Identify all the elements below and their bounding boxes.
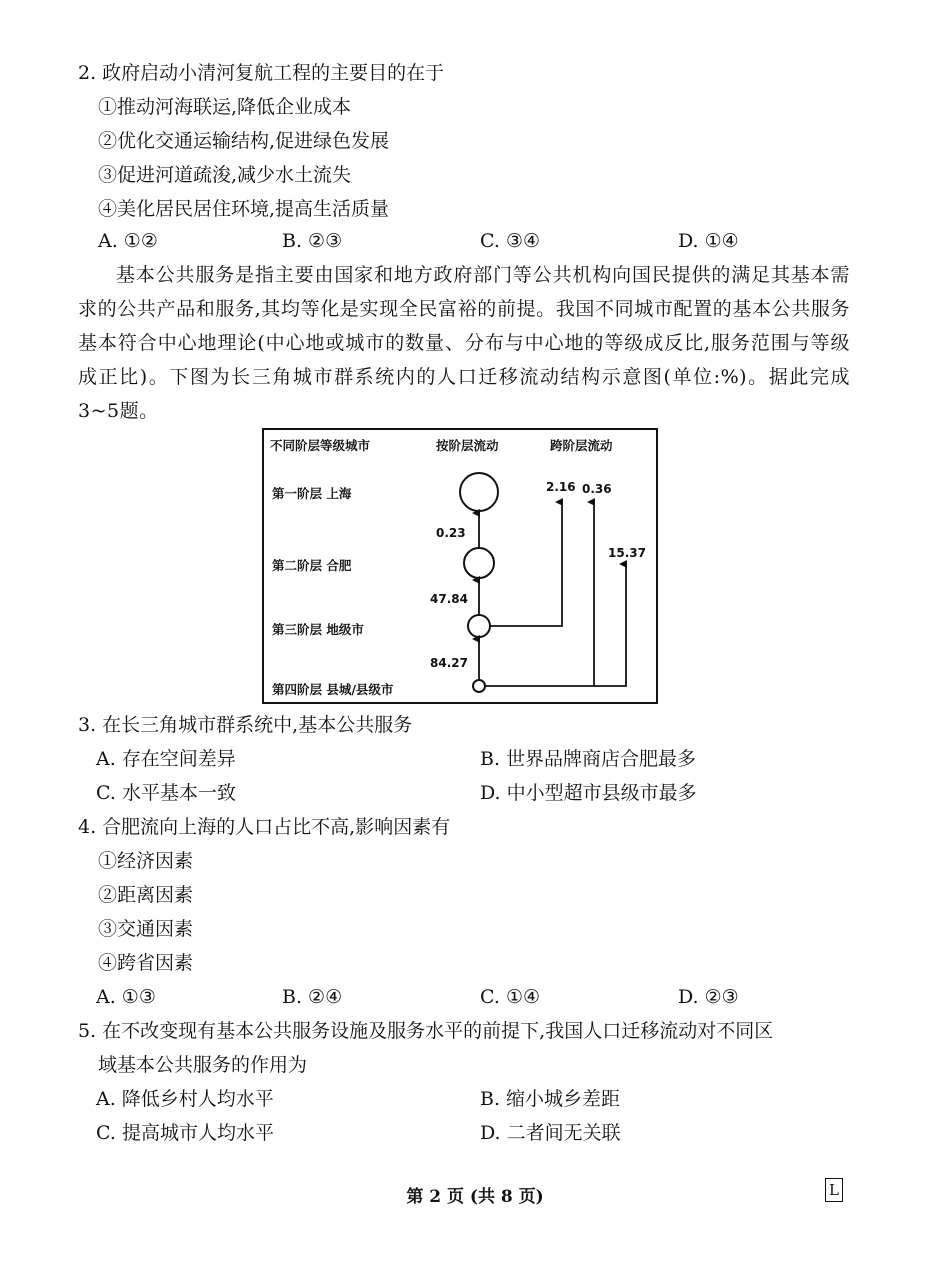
q4-option-c[interactable]: C. ①④ xyxy=(480,986,541,1008)
tier-1-circle xyxy=(460,473,498,511)
flow-value-tier3-to-tier2: 47.84 xyxy=(430,592,468,606)
q2-option-d[interactable]: D. ①④ xyxy=(678,230,739,252)
tier-2-circle xyxy=(464,548,494,578)
page-number: 第 2 页 (共 8 页) xyxy=(406,1187,544,1207)
q5-option-d[interactable]: D. 二者间无关联 xyxy=(480,1122,621,1144)
q2-item-2: ②优化交通运输结构,促进绿色发展 xyxy=(98,130,390,152)
q5-option-c[interactable]: C. 提高城市人均水平 xyxy=(96,1122,274,1144)
cross-value-tier3-to-tier1: 2.16 xyxy=(546,480,576,494)
q2-option-c[interactable]: C. ③④ xyxy=(480,230,541,252)
cross-flow-tier3-to-tier1 xyxy=(490,502,562,626)
q4-stem: 4. 合肥流向上海的人口占比不高,影响因素有 xyxy=(78,816,451,838)
q5-stem-line1: 5. 在不改变现有基本公共服务设施及服务水平的前提下,我国人口迁移流动对不同区 xyxy=(78,1020,774,1042)
q3-option-c[interactable]: C. 水平基本一致 xyxy=(96,782,236,804)
q5-option-a[interactable]: A. 降低乡村人均水平 xyxy=(96,1088,274,1110)
q4-option-d[interactable]: D. ②③ xyxy=(678,986,739,1008)
tier-3-label: 第三阶层 地级市 xyxy=(272,622,364,637)
cross-value-tier4-to-tier2: 15.37 xyxy=(608,546,646,560)
cross-value-tier4-to-tier1: 0.36 xyxy=(582,482,612,496)
q2-option-a[interactable]: A. ①② xyxy=(98,230,158,252)
figure-header-by-tier: 按阶层流动 xyxy=(436,438,499,453)
q4-item-1: ①经济因素 xyxy=(98,850,194,872)
cross-flow-tier4-to-tier1 xyxy=(485,502,594,686)
q3-option-b[interactable]: B. 世界品牌商店合肥最多 xyxy=(480,748,697,770)
tier-4-label: 第四阶层 县城/县级市 xyxy=(272,682,394,697)
q2-item-4: ④美化居民居住环境,提高生活质量 xyxy=(98,198,390,220)
flow-value-tier2-to-tier1: 0.23 xyxy=(436,526,466,540)
q4-option-b[interactable]: B. ②④ xyxy=(282,986,343,1008)
q3-option-d[interactable]: D. 中小型超市县级市最多 xyxy=(480,782,697,804)
q4-item-4: ④跨省因素 xyxy=(98,952,194,974)
q3-stem: 3. 在长三角城市群系统中,基本公共服务 xyxy=(78,714,413,736)
migration-flow-figure xyxy=(262,428,658,704)
q2-option-b[interactable]: B. ②③ xyxy=(282,230,343,252)
tier-4-circle xyxy=(473,680,485,692)
tier-1-label: 第一阶层 上海 xyxy=(272,486,352,501)
q2-item-1: ①推动河海联运,降低企业成本 xyxy=(98,96,352,118)
figure-header-cross-tier: 跨阶层流动 xyxy=(550,438,613,453)
q4-item-2: ②距离因素 xyxy=(98,884,194,906)
q5-stem-line2: 域基本公共服务的作用为 xyxy=(98,1054,308,1076)
tier-2-label: 第二阶层 合肥 xyxy=(272,558,352,573)
figure-header-tiers: 不同阶层等级城市 xyxy=(270,438,371,453)
q2-stem: 2. 政府启动小清河复航工程的主要目的在于 xyxy=(78,62,445,84)
paper-version-badge: L xyxy=(825,1178,843,1202)
q4-option-a[interactable]: A. ①③ xyxy=(96,986,156,1008)
q4-item-3: ③交通因素 xyxy=(98,918,194,940)
cross-flow-tier4-to-tier2 xyxy=(594,564,626,686)
flow-value-tier4-to-tier3: 84.27 xyxy=(430,656,468,670)
tier-3-circle xyxy=(468,615,490,637)
reading-passage: 基本公共服务是指主要由国家和地方政府部门等公共机构向国民提供的满足其基本需求的公共产品和服务,其均等化是实现全民富裕的前提。我国不同城市配置的基本公共服务基本符合中心地理论(中心地或城市的数量、分布与中心地的等级成反比,服务范围与等级成正比)。下图为长三角城市群系统内的人口迁移流动结构示意图(单位:%)。据此完成3~5题。 xyxy=(78,264,850,422)
q5-option-b[interactable]: B. 缩小城乡差距 xyxy=(480,1088,621,1110)
q3-option-a[interactable]: A. 存在空间差异 xyxy=(96,748,236,770)
q2-item-3: ③促进河道疏浚,减少水土流失 xyxy=(98,164,352,186)
